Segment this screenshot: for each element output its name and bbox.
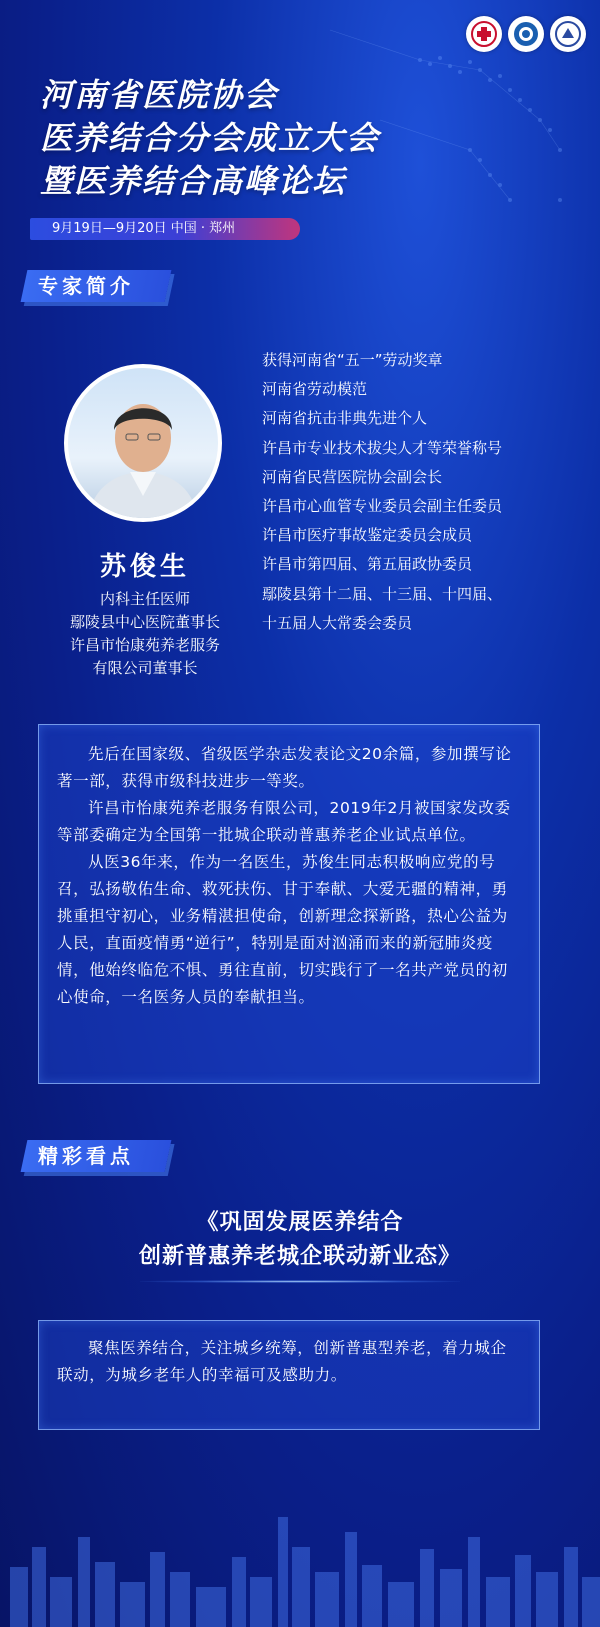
section-label: 专家简介 xyxy=(38,274,134,298)
title-line-2: 医养结合分会成立大会 xyxy=(40,119,381,157)
honor-item: 许昌市医疗事故鉴定委员会成员 xyxy=(262,526,473,545)
city-skyline-decoration xyxy=(0,1477,600,1627)
medical-association-logo xyxy=(508,16,544,52)
title-line-3: 暨医养结合高峰论坛 xyxy=(40,162,347,200)
bio-paragraph-3: 从医36年来，作为一名医生，苏俊生同志积极响应党的号召，弘扬敬佑生命、救死扶伤、甘于奉献、大爱无疆的精神，勇挑重担守初心，业务精湛担使命，创新理念探新路，热心公益为人民，直面疫情勇“逆行”，特别是面对汹涌而来的新冠肺炎疫情，他始终临危不惧、勇往直前，切实践行了一名共产党员的初心使命，一名医务人员的奉献担当。 xyxy=(57,853,508,1006)
highlight-summary-box xyxy=(38,1320,540,1430)
bio-paragraph-1: 先后在国家级、省级医学杂志发表论文20余篇，参加撰写论著一部，获得市级科技进步一等奖。 xyxy=(57,745,512,790)
role-item: 许昌市怡康苑养老服务 xyxy=(69,636,220,654)
expert-name: 苏俊生 xyxy=(99,552,190,582)
highlight-title xyxy=(0,1206,600,1274)
highlight-title-line-2: 创新普惠养老城企联动新业态》 xyxy=(138,1244,461,1269)
event-title xyxy=(40,74,380,203)
organizer-logos xyxy=(466,16,586,52)
honor-item: 十五届人大常委会委员 xyxy=(262,613,413,632)
honor-item: 河南省劳动模范 xyxy=(262,380,368,399)
hospital-association-logo xyxy=(466,16,502,52)
section-tag-expert-intro xyxy=(21,270,172,302)
honor-item: 河南省民营医院协会副会长 xyxy=(262,467,443,486)
highlight-summary: 聚焦医养结合，关注城乡统筹，创新普惠型养老，着力城企联动，为城乡老年人的幸福可及感助力。 xyxy=(57,1339,507,1384)
honor-item: 河南省抗击非典先进个人 xyxy=(262,409,428,428)
section-label: 精彩看点 xyxy=(38,1144,134,1168)
honor-item: 获得河南省“五一”劳动奖章 xyxy=(262,351,443,369)
honor-item: 许昌市专业技术拔尖人才等荣誉称号 xyxy=(262,438,503,457)
role-item: 鄢陵县中心医院董事长 xyxy=(69,613,220,631)
date-location-bar: 9月19日—9月20日 中国 · 郑州 xyxy=(30,218,300,240)
highlight-title-line-1: 《巩固发展医养结合 xyxy=(196,1210,404,1235)
role-item: 有限公司董事长 xyxy=(92,659,198,677)
section-tag-highlights xyxy=(21,1140,172,1172)
honor-item: 许昌市心血管专业委员会副主任委员 xyxy=(262,497,503,516)
expert-honors xyxy=(262,346,502,638)
glow-divider xyxy=(140,1280,460,1283)
university-logo xyxy=(550,16,586,52)
honor-item: 鄢陵县第十二届、十三届、十四届、 xyxy=(262,584,503,603)
role-item: 内科主任医师 xyxy=(99,590,190,608)
honor-item: 许昌市第四届、第五届政协委员 xyxy=(262,555,473,574)
expert-roles xyxy=(40,588,250,680)
bio-paragraph-2: 许昌市怡康苑养老服务有限公司，2019年2月被国家发改委等部委确定为全国第一批城企联动普惠养老企业试点单位。 xyxy=(57,799,511,844)
expert-portrait xyxy=(64,364,222,522)
title-line-1: 河南省医院协会 xyxy=(40,76,279,114)
expert-bio-box xyxy=(38,724,540,1084)
